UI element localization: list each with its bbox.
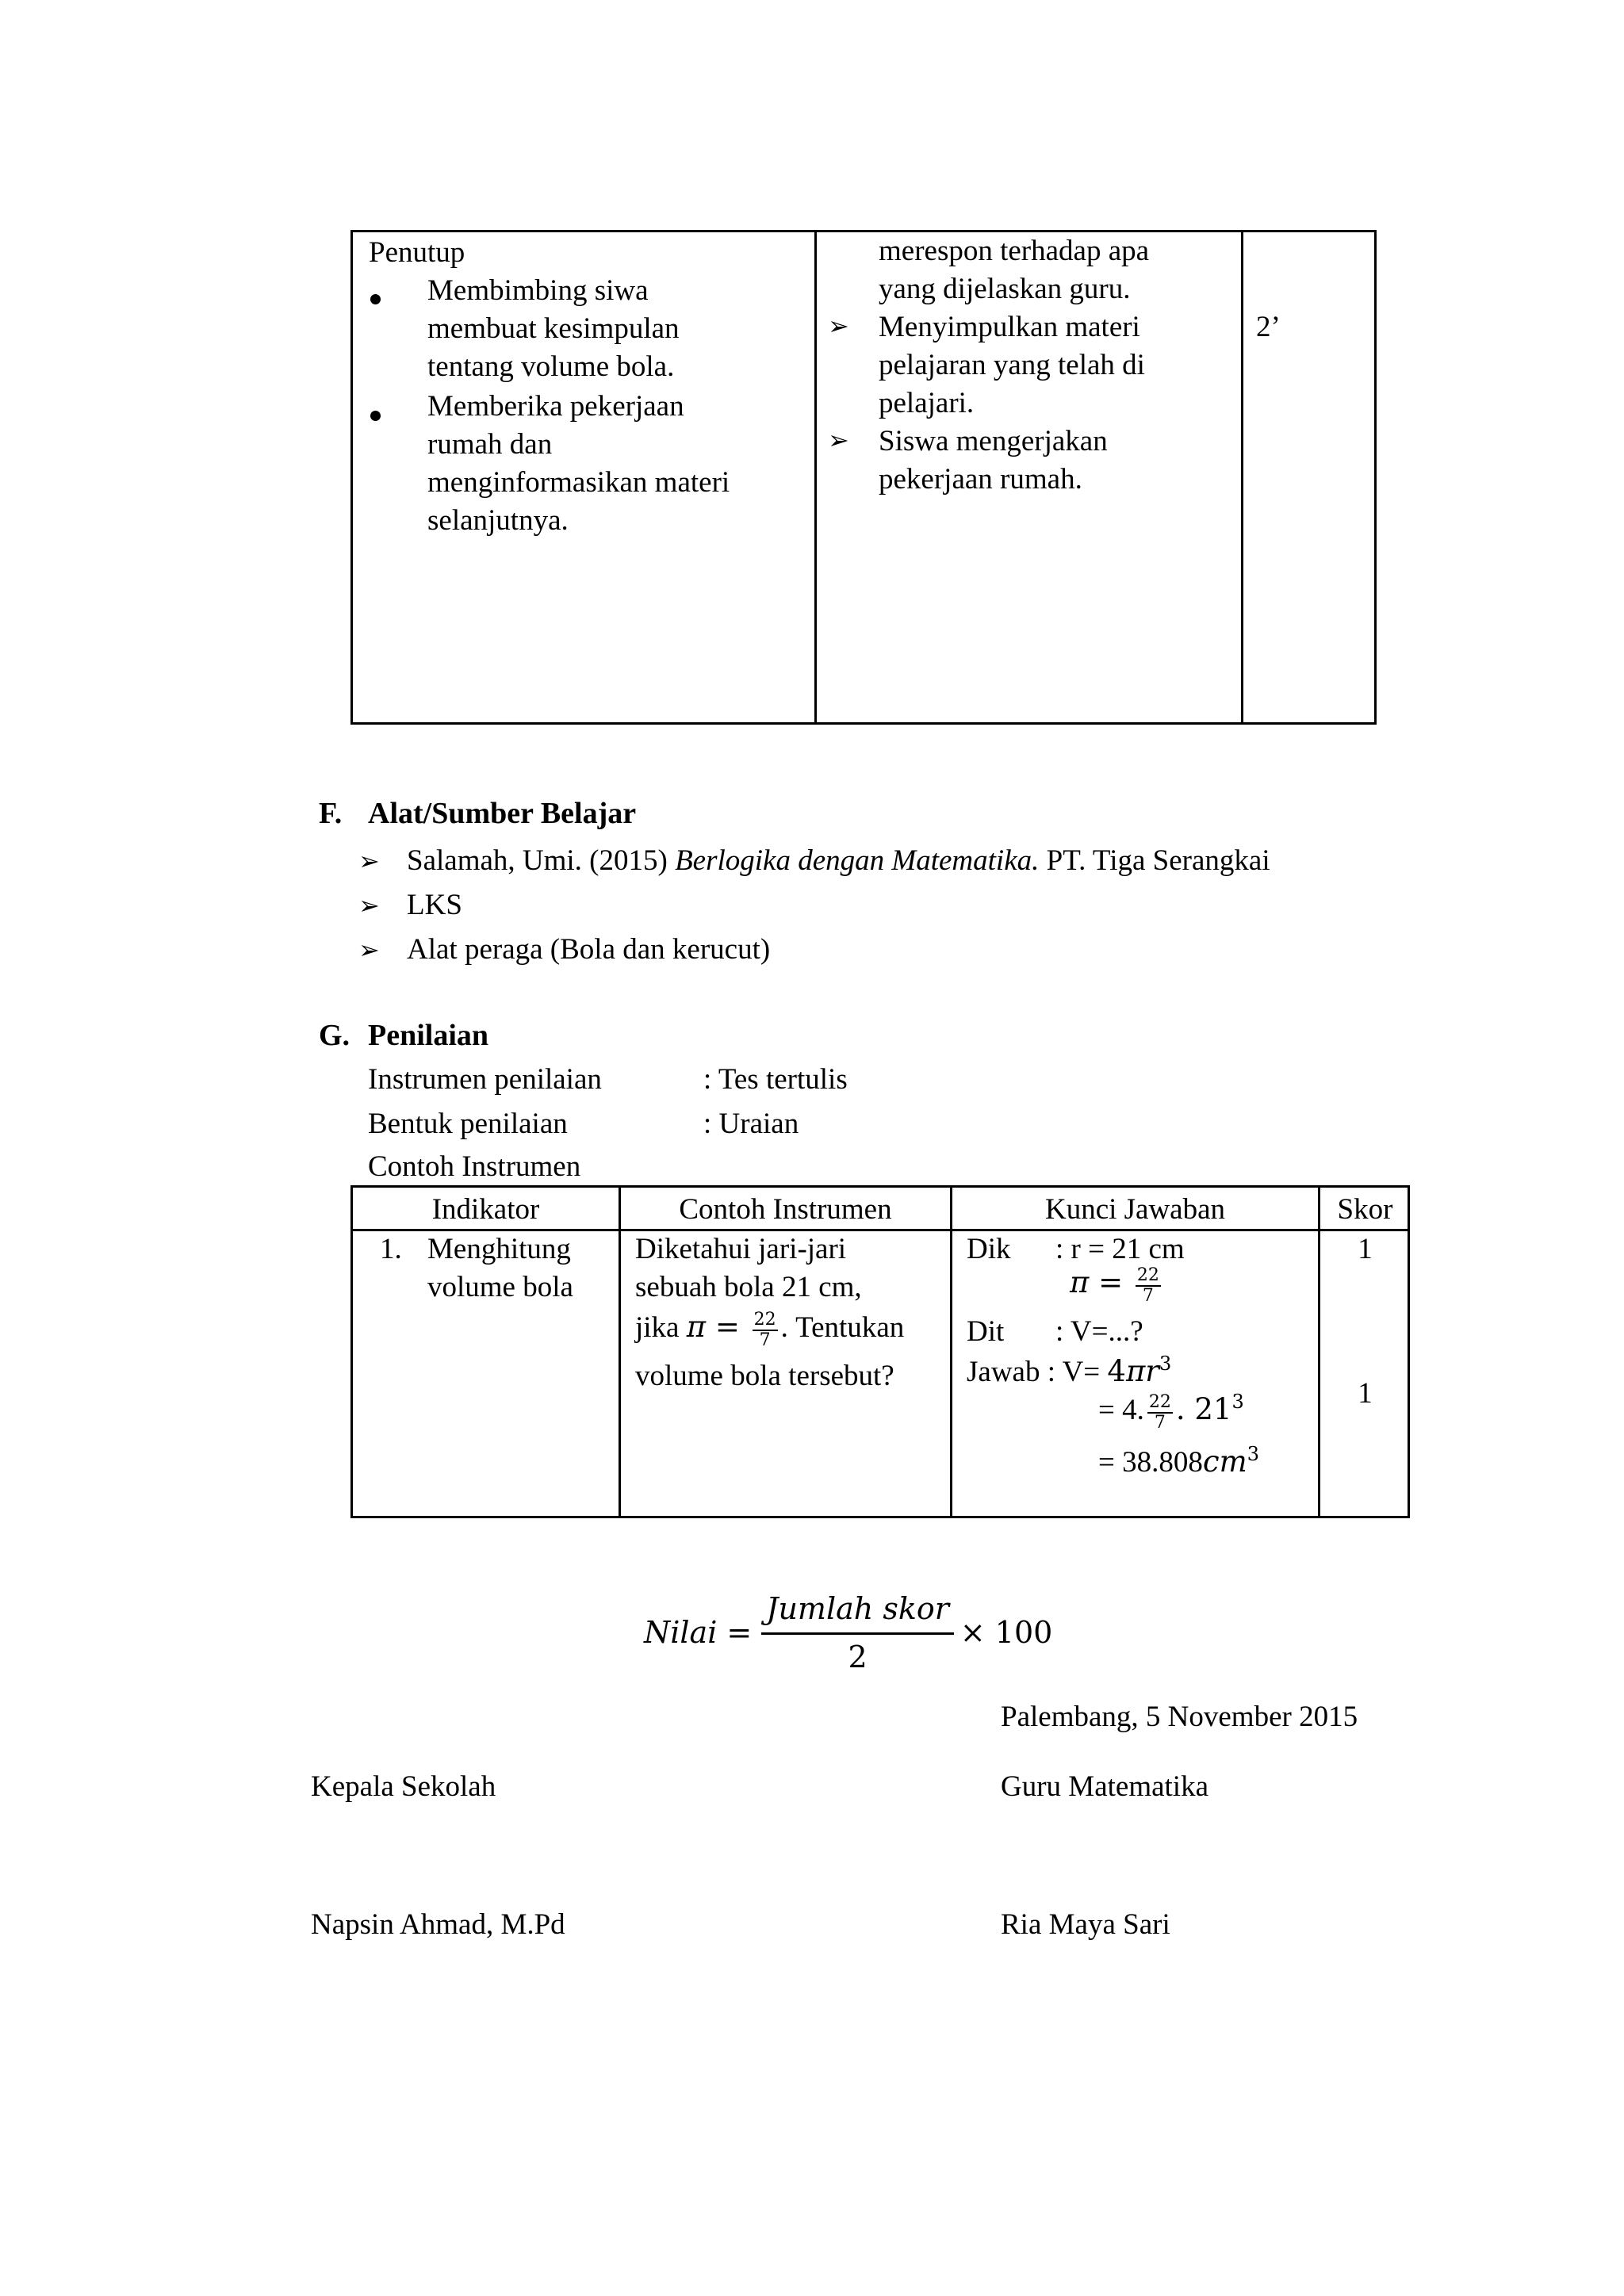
bentuk-value: : Uraian: [703, 1108, 799, 1140]
dit-value: : V=...?: [1055, 1315, 1143, 1348]
result-unit: cm: [1202, 1445, 1247, 1479]
calc-prefix: = 4.: [1098, 1394, 1144, 1426]
contoh-line-3: [635, 1308, 904, 1349]
student-item-2-line-2: pekerjaan rumah.: [879, 463, 1082, 496]
dit-label: Dit: [967, 1315, 1005, 1348]
fraction-denominator: 7: [1142, 1285, 1154, 1306]
bullet-1-line-1: Membimbing siwa: [427, 274, 649, 307]
contoh-column: [621, 1188, 952, 1516]
contoh-line-3-post: . Tentukan: [780, 1311, 905, 1344]
skor-2: 1: [1358, 1377, 1373, 1410]
bullet-icon: [370, 411, 381, 421]
pi-symbol: π: [1070, 1265, 1090, 1299]
section-f-title: Alat/Sumber Belajar: [368, 797, 637, 830]
contoh-line-1: Diketahui jari-jari: [635, 1233, 847, 1265]
arrow-bullet-icon: ➢: [828, 311, 849, 341]
instrumen-label: Instrumen penilaian: [368, 1063, 602, 1096]
arrow-bullet-icon: ➢: [358, 890, 380, 920]
formula-denominator: 2: [848, 1639, 868, 1674]
student-lead-line-1: merespon terhadap apa: [879, 235, 1150, 267]
formula-pi-r: πr: [1125, 1354, 1159, 1388]
arrow-bullet-icon: ➢: [828, 425, 849, 455]
fraction-22-7: [753, 1311, 778, 1349]
calc-exponent: 3: [1231, 1391, 1244, 1413]
assessment-table: [350, 1185, 1410, 1518]
lks-item: LKS: [407, 889, 462, 921]
skor-column: [1320, 1188, 1410, 1516]
jawab-value: : V=: [1047, 1356, 1108, 1388]
dik-value: : r = 21 cm: [1055, 1233, 1185, 1265]
formula-exponent: 3: [1159, 1353, 1172, 1375]
equals-sign: =: [706, 1310, 749, 1344]
jawab-label: Jawab: [967, 1356, 1040, 1388]
indikator-line-1: Menghitung: [427, 1233, 571, 1265]
right-role: Guru Matematika: [1001, 1770, 1208, 1803]
student-item-1-line-1: Menyimpulkan materi: [879, 311, 1140, 343]
section-g-title: Penilaian: [368, 1019, 489, 1052]
section-f-letter: F.: [319, 797, 343, 830]
calc-line: [1098, 1391, 1244, 1432]
result-value: = 38.808: [1098, 1446, 1203, 1479]
activity-table: [350, 230, 1377, 725]
formula-lhs: Nilai: [644, 1615, 718, 1651]
formula-numerator: Jumlah skor: [761, 1590, 954, 1634]
student-item-1-line-2: pelajaran yang telah di: [879, 349, 1145, 381]
alat-peraga-item: Alat peraga (Bola dan kerucut): [407, 933, 771, 966]
fraction-denominator: 7: [759, 1330, 771, 1350]
result-line: [1098, 1443, 1259, 1482]
header-kunci: Kunci Jawaban: [1044, 1193, 1226, 1226]
formula-multiplier: × 100: [959, 1615, 1053, 1651]
calc-term: . 21: [1175, 1392, 1232, 1426]
contoh-line-4: volume bola tersebut?: [635, 1360, 894, 1392]
formula-fraction: [761, 1590, 954, 1677]
jawab-line: [967, 1353, 1171, 1391]
pi-symbol: π: [686, 1310, 707, 1344]
bullet-icon: [370, 294, 381, 304]
activity-time-column: [1243, 232, 1377, 722]
reference-item: [407, 842, 1270, 880]
fraction-22-7: [1147, 1393, 1173, 1431]
bullet-2-line-2: rumah dan: [427, 428, 553, 461]
reference-title: Berlogika dengan Matematika.: [675, 844, 1040, 877]
indikator-line-2: volume bola: [427, 1271, 573, 1303]
arrow-bullet-icon: ➢: [358, 935, 380, 965]
score-formula: [644, 1586, 1052, 1681]
time-allocation: 2’: [1256, 311, 1281, 343]
kunci-column: [952, 1188, 1320, 1516]
row-number: 1.: [380, 1233, 402, 1265]
contoh-line-2: sebuah bola 21 cm,: [635, 1271, 862, 1303]
skor-1: 1: [1358, 1233, 1373, 1265]
section-g-letter: G.: [319, 1019, 350, 1052]
student-lead-line-2: yang dijelaskan guru.: [879, 273, 1131, 305]
result-exponent: 3: [1247, 1443, 1259, 1465]
pi-given: [1070, 1264, 1164, 1305]
place-date: Palembang, 5 November 2015: [1001, 1701, 1358, 1733]
header-skor: Skor: [1337, 1193, 1393, 1226]
arrow-bullet-icon: ➢: [358, 846, 380, 876]
indikator-column: [353, 1188, 621, 1516]
bullet-2-line-4: selanjutnya.: [427, 504, 569, 537]
fraction-numerator: 22: [1148, 1392, 1171, 1413]
dik-label: Dik: [967, 1233, 1011, 1265]
instrumen-value: : Tes tertulis: [703, 1063, 848, 1096]
student-item-1-line-3: pelajari.: [879, 387, 975, 419]
bullet-2-line-3: menginformasikan materi: [427, 466, 730, 499]
student-item-2-line-1: Siswa mengerjakan: [879, 425, 1108, 457]
reference-author: Salamah, Umi. (2015): [407, 844, 676, 877]
bullet-1-line-2: membuat kesimpulan: [427, 312, 680, 345]
contoh-instrumen-label: Contoh Instrumen: [368, 1150, 581, 1183]
bullet-1-line-3: tentang volume bola.: [427, 350, 675, 383]
header-indikator: Indikator: [431, 1193, 540, 1226]
left-signatory-name: Napsin Ahmad, M.Pd: [311, 1908, 565, 1941]
fraction-numerator: 22: [1136, 1265, 1159, 1286]
activity-student-column: [817, 232, 1243, 722]
equals-sign: =: [1089, 1265, 1132, 1299]
fraction-22-7: [1136, 1266, 1161, 1304]
contoh-line-3-pre: jika: [635, 1311, 687, 1344]
formula-4: 4: [1107, 1354, 1126, 1388]
left-role: Kepala Sekolah: [311, 1770, 496, 1803]
bullet-2-line-1: Memberika pekerjaan: [427, 390, 684, 423]
header-contoh: Contoh Instrumen: [679, 1193, 892, 1226]
fraction-numerator: 22: [753, 1310, 776, 1330]
activity-teacher-column: [353, 232, 817, 722]
closing-heading: Penutup: [369, 236, 465, 269]
reference-publisher: PT. Tiga Serangkai: [1039, 844, 1270, 877]
right-signatory-name: Ria Maya Sari: [1001, 1908, 1170, 1941]
bentuk-label: Bentuk penilaian: [368, 1108, 568, 1140]
formula-equals: =: [726, 1615, 753, 1651]
fraction-denominator: 7: [1154, 1412, 1166, 1433]
